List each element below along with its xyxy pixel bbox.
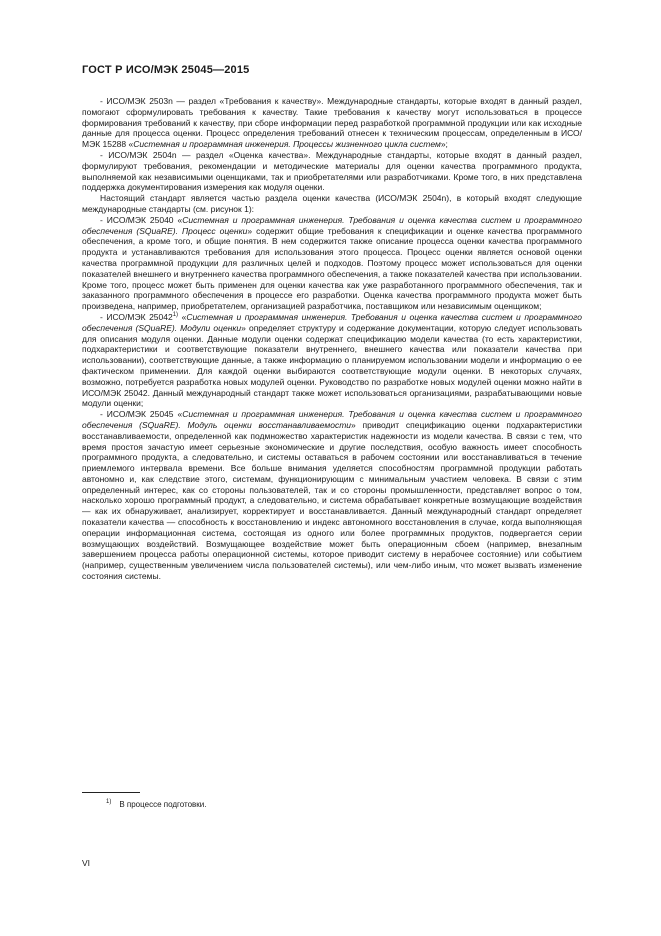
document-header: ГОСТ Р ИСО/МЭК 25045—2015	[82, 64, 250, 76]
paragraph-intro: Настоящий стандарт является частью раздела оценки качества (ИСО/МЭК 2504n), в который входят следующие международные стандарты (см. рисунок 1):	[82, 193, 582, 214]
footnote-divider	[82, 792, 140, 793]
paragraph-25045: - ИСО/МЭК 25045 «Системная и программная инженерия. Требования и оценка качества систем и программного обеспечения (SQuaRE). Модуль оценки восстанавливаемости» приводит спецификацию оценки подхарактеристики восстанавливаемости, определенной как подмножество характеристик надежности из модели качества. В связи с тем, что время простоя зачастую имеет серьезные экономические и другие последствия, особую важность имеет способность программного продукта, а следовательно, и системы оставаться в рабочем состоянии или восстанавливаться в течение приемлемого интервала времени. Все больше внимания уделяется способностям программной продукции работать автономно и, как следствие этого, системам, функционирующим с минимальным участием человека. В связи с этим определенный интерес, как со стороны пользователей, так и со стороны промышленности, представляет вопрос о том, насколько хорошо программный продукт, а следовательно, и система обрабатывает конкретные возмущающие воздействия — как их обнаруживает, анализирует, корректирует и восстанавливается. Данный международный стандарт определяет показатели качества — способность к восстановлению и индекс автономного восстановления в случае, когда выполняющая операции информационная система, состоящая из одного или более программных продуктов, подвергается серии возмущающих воздействий. Возмущающее воздействие может быть операционным сбоем (например, внезапным завершением процесса работы операционной системы, которое приводит систему в нерабочее состояние) или событием (например, существенным увеличением числа пользователей системы), или чем-либо иным, что может вызвать изменение состояния системы.	[82, 409, 582, 582]
paragraph-2504n: - ИСО/МЭК 2504n — раздел «Оценка качества». Международные стандарты, которые входят в данный раздел, формулируют требования, рекомендации и методические материалы для оценки качества программного продукта, выполняемой как независимыми оценщиками, так и приобретателями или разработчиками. Кроме того, в них представлена поддержка документирования измерения как модуля оценки.	[82, 149, 582, 193]
body-text	[82, 96, 582, 582]
paragraph-2503n: - ИСО/МЭК 2503n — раздел «Требования к качеству». Международные стандарты, которые входят в данный раздел, помогают сформулировать требования к качеству. Такие требования к качеству могут использоваться в процессе формирования требований к качеству, при сборе информации перед разработкой программной продукции или как исходные данные для процесса оценки. Процесс определения требований отнесен к техническим процессам, определенным в ИСО/МЭК 15288 «Системная и программная инженерия. Процессы жизненного цикла систем»;	[82, 96, 582, 150]
footnote-ref: 1)	[172, 312, 179, 319]
footnote-marker: 1)	[106, 799, 112, 806]
paragraph-25042: - ИСО/МЭК 25042$^{1)}$ «Системная и программная инженерия. Требования и оценка качества систем и программного обеспечения (SQuaRE). Модули оценки» определяет структуру и содержание документации, которую следует использовать для описания модуля оценки. Данные модули оценки содержат спецификацию модели качества (то есть характеристики, подхарактеристики и соответствующие показатели внутреннего, внешнего качества или показатели качества при использовании), соответствующие данные, а также информацию о планируемом использовании модели и информацию о ее фактическом применении. Для каждой оценки выбираются соответствующие модули оценки. В некоторых случаях, возможно, потребуется разработка новых модулей оценки. Руководство по разработке новых модулей оценки можно найти в ИСО/МЭК 25042. Данный международный стандарт также может использоваться организациями, разрабатывающими новые модули оценки;	[82, 311, 582, 409]
paragraph-25040: - ИСО/МЭК 25040 «Системная и программная инженерия. Требования и оценка качества систем и программного обеспечения (SQuaRE). Процесс оценки» содержит общие требования к спецификации и оценке качества программного обеспечения, а кроме того, и общие понятия. В нем содержится также описание процесса оценки качества программного продукта и устанавливаются требования для использования этого процесса. Процесс оценки является основой оценки качества программной продукции для различных целей и подходов. Поэтому процесс может использоваться для оценки показателей внешнего и внутреннего качества программного обеспечения, а также показателей качества при использовании. Кроме того, процесс может быть применен для оценки качества как уже разработанного программного обеспечения, так и заказанного программного обеспечения в процессе его разработки. Оценка качества программного продукта может быть произведена, например, приобретателем, организацией разработчика, поставщиком или независимым оценщиком;	[82, 214, 582, 312]
footnote-text: В процессе подготовки.	[119, 800, 207, 809]
footnote	[106, 800, 207, 809]
page-number: VI	[82, 858, 91, 868]
